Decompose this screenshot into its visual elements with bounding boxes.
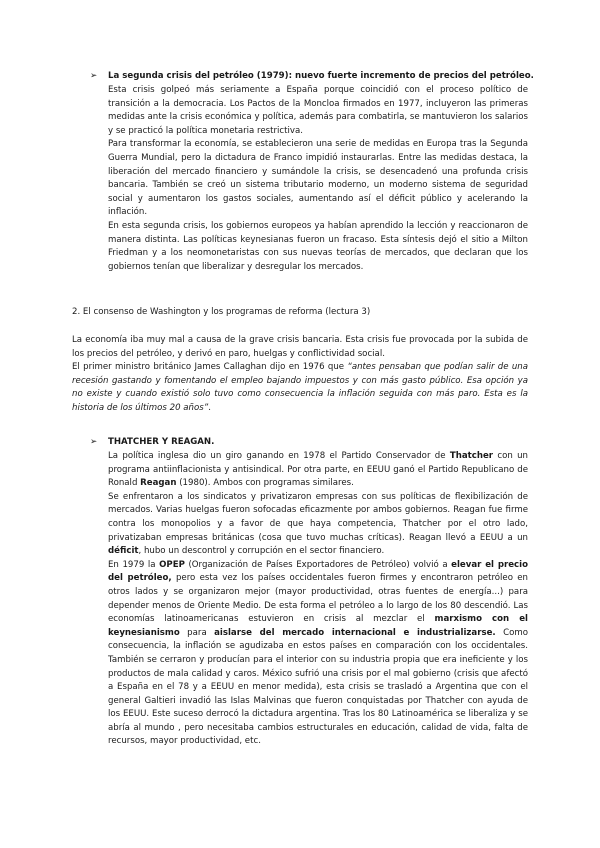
section1-body bbox=[108, 84, 528, 274]
arrow-bullet-icon: ➢ bbox=[90, 71, 98, 81]
paragraph: Esta crisis golpeó más seriamente a España porque coincidió con el proceso político de transición a la democracia. Los Pactos de la Moncloa firmados en 1977, incluyeron las primeras medidas ante la crisis económica y política, además para combatirla, se mantuvieron los salarios y se practicó la política monetaria restrictiva. bbox=[108, 85, 528, 136]
paragraph: En esta segunda crisis, los gobiernos europeos ya habían aprendido la lección y reaccionaron de manera distinta. Las políticas keynesianas fueron un fracaso. Esta síntesis dejó el sitio a Milton Friedman y a los neomonetaristas con sus nuevas teorías de mercados, que declaran que los gobiernos tenían que liberalizar y desregular los mercados. bbox=[108, 220, 528, 272]
aislarse-bold: aislarse del mercado internacional e industrializarse. bbox=[214, 627, 496, 638]
paragraph: Se enfrentaron a los sindicatos y privatizaron empresas con sus políticas de flexibilización de mercados. Varias huelgas fueron sofocadas eficazmente por ambos gobiernos. Reagan fue firme contra los monopolios y a favor de que haya competencia, Thatcher por el otro lado, privatizaban empresas británicas (cosa que tuvo muchas críticas). Reagan llevó a EEUU a un déficit, hubo un descontrol y corrupción en el sector financiero. bbox=[108, 491, 528, 557]
paragraph: En 1979 la OPEP (Organización de Países Exportadores de Petróleo) volvió a elevar el precio del petróleo, pero esta vez los países occidentales fueron firmes y encontraron petróleo en otros lados y se organizaron mejor (mayor productividad, otras fuentes de energía...) para depender menos de Oriente Medio. De esta forma el petróleo a lo largo de los 80 descendió. Las economías latinoamericanas estuvieron en crisis al mezclar el marxismo con el keynesianismo para aislarse del mercado internacional e industrializarse. Como consecuencia, la inflación se agudizaba en estos países en comparación con los occidentales. También se cerraron y producían para el interior con su industria propia que era ineficiente y los productos de mala calidad y caros. México sufrió una crisis por el mal gobierno (crisis que afectó a España en el 78 y a EEUU en menor medida), esta crisis se trasladó a Argentina que con el general Galtieri invadió las Islas Malvinas que fueron conquistadas por Thatcher con ayuda de los EEUU. Este suceso derrocó la dictadura argentina. Tras los 80 Latinoamérica se liberaliza y se abría al mundo , pero necesitaba cambios estructurales en educación, calidad de vida, falta de recursos, mayor productividad, etc. bbox=[108, 559, 529, 747]
section3-heading-text: THATCHER Y REAGAN. bbox=[108, 437, 215, 447]
section2-body bbox=[72, 334, 528, 416]
callaghan-paragraph: El primer ministro británico James Callaghan dijo en 1976 que “antes pensaban que podían salir de una recesión gastando y fomentando el empleo bajando impuestos y con más gasto público. Esa opción ya no existe y cuando existió solo tuvo como consecuencia la inflación seguida con más paro. Esta es la historia de los últimos 20 años”. bbox=[72, 362, 528, 413]
paragraph: La política inglesa dio un giro ganando en 1978 el Partido Conservador de Thatcher con un programa antiinflacionista y antisindical. Por otra parte, en EEUU ganó el Partido Republicano de Ronald Reagan (1980). Ambos con programas similares. bbox=[108, 451, 528, 489]
paragraph: Para transformar la economía, se establecieron una serie de medidas en Europa tras la Segunda Guerra Mundial, pero la dictadura de Franco impidió instaurarlas. Entre las medidas destaca, la liberación del mercado financiero y sumándole la crisis, se desencadenó una profunda crisis bancaria. También se creó un sistema tributario moderno, un moderno sistema de seguridad social y aumentaron los gastos sociales, aumentando así el déficit público y acelerando la inflación. bbox=[108, 139, 528, 218]
elevar-precio-bold: elevar el precio del petróleo, bbox=[108, 559, 528, 584]
opep-bold: OPEP bbox=[159, 559, 185, 570]
section1-heading-text: La segunda crisis del petróleo (1979): nuevo fuerte incremento de precios del petróleo. bbox=[108, 71, 534, 81]
callaghan-quote: “antes pensaban que podían salir de una recesión gastando y fomentando el empleo bajando impuestos y con más gasto público. Esa opción ya no existe y cuando existió solo tuvo como consecuencia la inflación seguida con más paro. Esta es la historia de los últimos 20 años” bbox=[72, 362, 528, 413]
thatcher-bold: Thatcher bbox=[449, 451, 494, 461]
section1-heading bbox=[90, 70, 534, 84]
section2-title: 2. El consenso de Washington y los programas de reforma (lectura 3) bbox=[72, 307, 371, 317]
section3-heading bbox=[90, 436, 214, 450]
paragraph: La economía iba muy mal a causa de la grave crisis bancaria. Esta crisis fue provocada por la subida de los precios del petróleo, y derivó en paro, huelgas y conflictividad social. bbox=[72, 335, 528, 359]
marxismo-bold: marxismo con el keynesianismo bbox=[108, 614, 528, 638]
section3-body bbox=[108, 450, 528, 749]
deficit-bold: déficit bbox=[108, 546, 139, 557]
arrow-bullet-icon: ➢ bbox=[90, 437, 98, 447]
reagan-bold: Reagan bbox=[140, 478, 177, 489]
